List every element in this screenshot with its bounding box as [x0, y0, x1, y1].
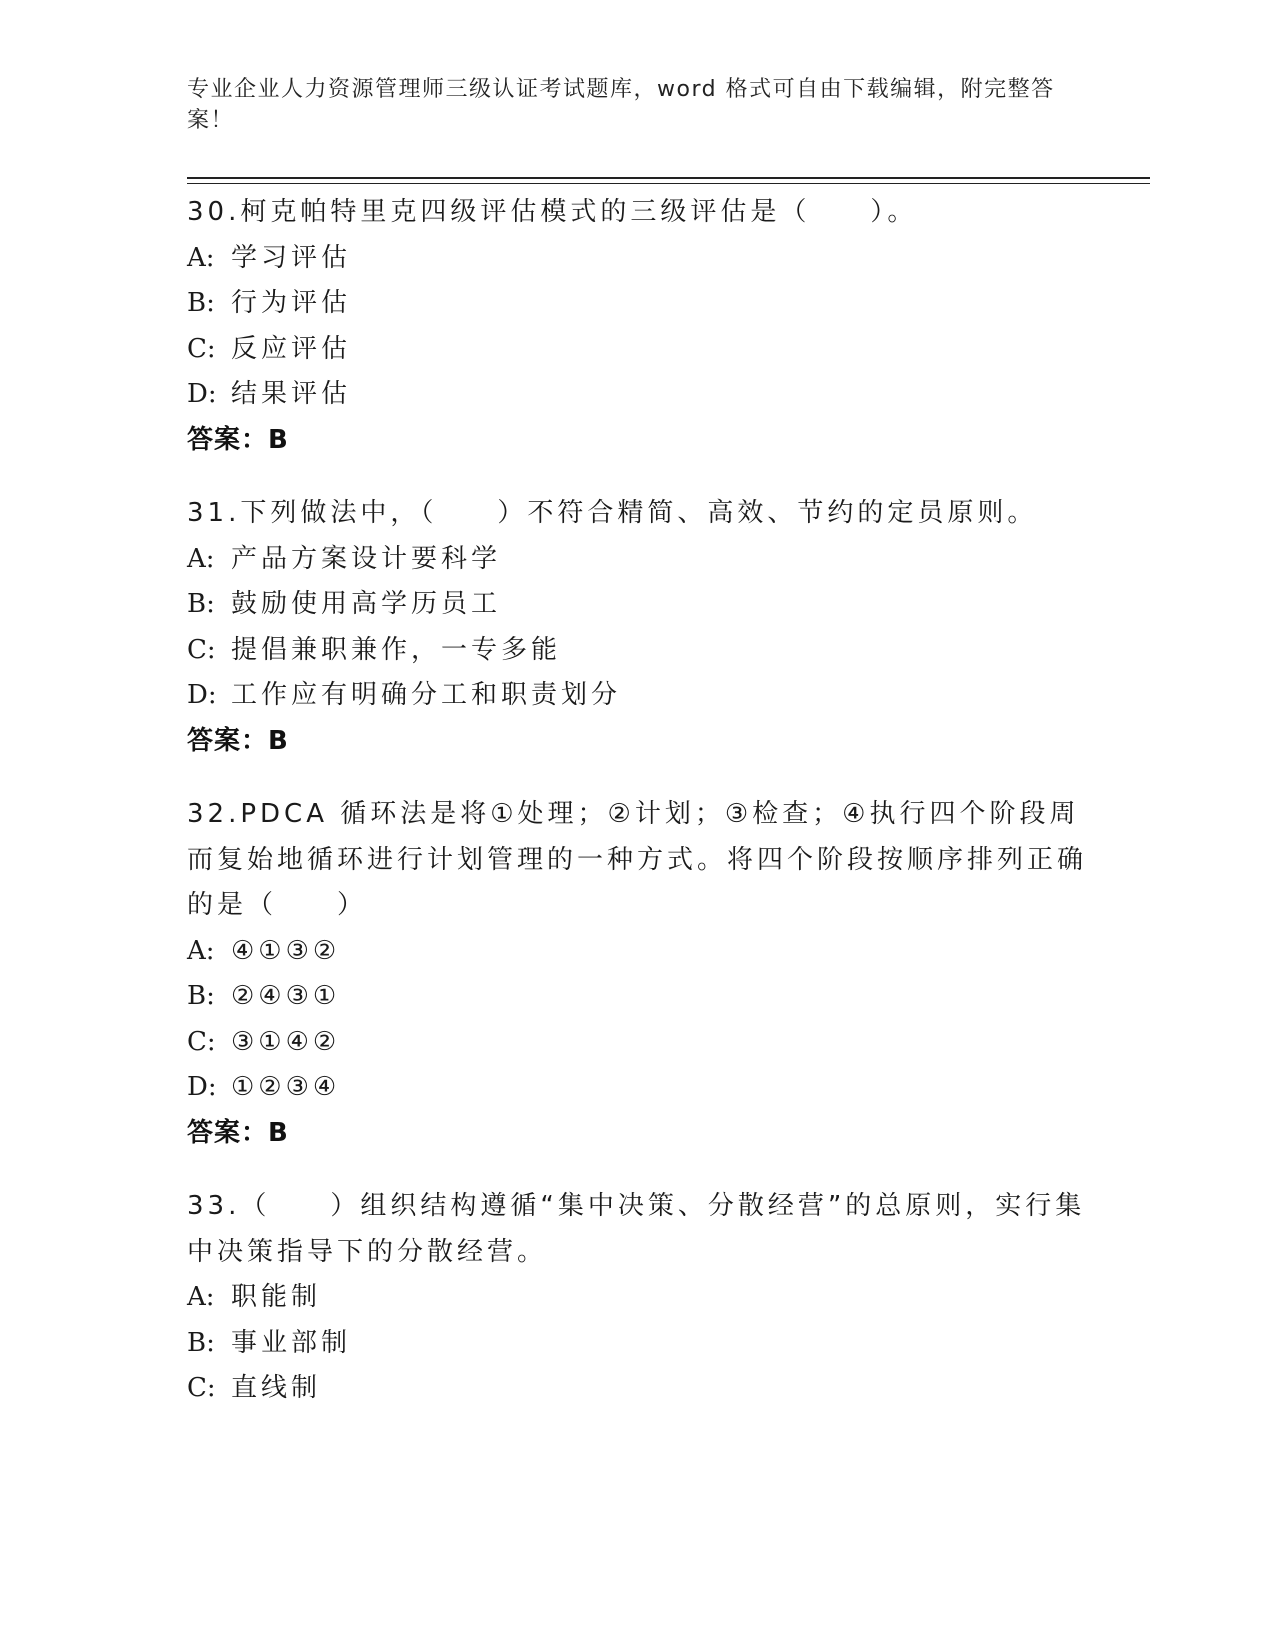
option-key: B:	[187, 589, 215, 619]
option-c	[187, 628, 1087, 674]
option-b	[187, 974, 1087, 1020]
option-text: 职能制	[231, 1282, 322, 1312]
option-key: D:	[187, 1072, 217, 1102]
question-31	[187, 491, 1087, 764]
option-b	[187, 1321, 1087, 1367]
option-a	[187, 537, 1087, 583]
document-header: 专业企业人力资源管理师三级认证考试题库，word 格式可自由下载编辑，附完整答案！	[187, 77, 1055, 133]
option-d	[187, 372, 1087, 418]
question-stem: 31.下列做法中，（ ）不符合精简、高效、节约的定员原则。	[187, 498, 1038, 528]
option-text: ①②③④	[231, 1072, 341, 1102]
option-text: 事业部制	[231, 1327, 352, 1358]
header-divider-thin	[187, 183, 1150, 184]
option-text: ④①③②	[231, 935, 341, 966]
answer-line: 答案：B	[187, 725, 289, 756]
option-key: C:	[187, 1373, 216, 1403]
option-a	[187, 1275, 1087, 1321]
question-stem: 30.柯克帕特里克四级评估模式的三级评估是（ ）。	[187, 197, 918, 227]
option-key: D:	[187, 379, 217, 409]
option-key: B:	[187, 1327, 215, 1358]
option-a	[187, 929, 1087, 975]
option-text: 产品方案设计要科学	[231, 543, 502, 574]
option-text: 学习评估	[231, 242, 352, 273]
option-c	[187, 1366, 1087, 1412]
option-key: B:	[187, 981, 215, 1011]
question-33	[187, 1184, 1087, 1412]
answer-line: 答案：B	[187, 1117, 289, 1148]
question-stem: 33.（ ）组织结构遵循“集中决策、分散经营”的总原则，实行集中决策指导下的分散经营。	[187, 1191, 1086, 1267]
option-b	[187, 582, 1087, 628]
header-divider-thick	[187, 177, 1150, 179]
option-key: A:	[187, 1282, 215, 1312]
option-key: D:	[187, 680, 217, 710]
option-text: ②④③①	[231, 981, 341, 1011]
option-c	[187, 327, 1087, 373]
option-text: 工作应有明确分工和职责划分	[231, 680, 622, 710]
option-text: 结果评估	[231, 379, 352, 409]
question-32	[187, 792, 1087, 1156]
option-a	[187, 236, 1087, 282]
answer-line: 答案：B	[187, 424, 289, 455]
option-d	[187, 673, 1087, 719]
option-text: 鼓励使用高学历员工	[231, 589, 502, 619]
option-key: C:	[187, 634, 216, 665]
option-c	[187, 1020, 1087, 1066]
option-key: C:	[187, 333, 216, 364]
option-b	[187, 281, 1087, 327]
option-key: A:	[187, 935, 215, 966]
option-text: 提倡兼职兼作，一专多能	[231, 634, 562, 665]
option-text: 反应评估	[231, 333, 352, 364]
question-stem: 32.PDCA 循环法是将①处理；②计划；③检查；④执行四个阶段周而复始地循环进行计划管理的一种方式。将四个阶段按顺序排列正确的是（ ）	[187, 799, 1088, 920]
option-key: A:	[187, 242, 215, 273]
question-30	[187, 190, 1087, 463]
option-d	[187, 1065, 1087, 1111]
option-key: A:	[187, 543, 215, 574]
option-text: 直线制	[231, 1373, 322, 1403]
option-key: B:	[187, 288, 215, 318]
option-key: C:	[187, 1026, 216, 1057]
option-text: 行为评估	[231, 288, 352, 318]
question-list	[187, 190, 1087, 1440]
option-text: ③①④②	[231, 1026, 341, 1057]
